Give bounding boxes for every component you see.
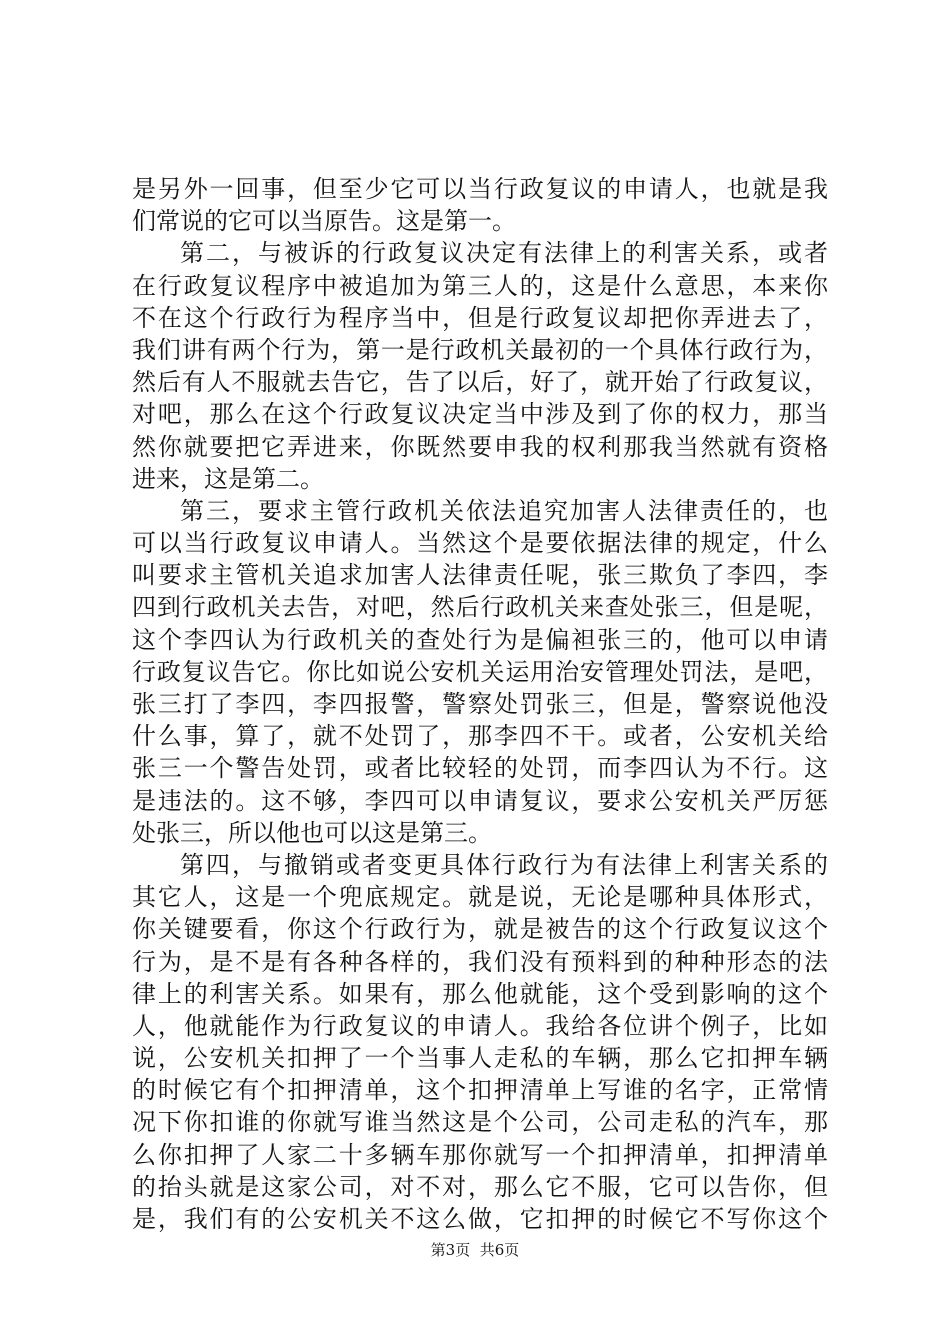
text-line: 这个李四认为行政机关的查处行为是偏袒张三的，他可以申请	[132, 625, 828, 654]
text-line: 的时候它有个扣押清单，这个扣押清单上写谁的名字，正常情	[132, 1076, 828, 1105]
text-line: 么你扣押了人家二十多辆车那你就写一个扣押清单，扣押清单	[132, 1140, 828, 1169]
paragraph	[132, 849, 828, 1235]
text-line: 人，他就能作为行政复议的申请人。我给各位讲个例子，比如	[132, 1011, 828, 1040]
text-line: 不在这个行政行为程序当中，但是行政复议却把你弄进去了，	[132, 303, 828, 332]
text-line: 是违法的。这不够，李四可以申请复议，要求公安机关严厉惩	[132, 786, 828, 815]
text-line: 行为，是不是有各种各样的，我们没有预料到的种种形态的法	[132, 947, 828, 976]
text-line: 况下你扣谁的你就写谁当然这是个公司，公司走私的汽车，那	[132, 1108, 828, 1137]
text-line: 然你就要把它弄进来，你既然要申我的权利那我当然就有资格	[132, 432, 828, 461]
page-footer	[0, 1239, 950, 1260]
text-line: 叫要求主管机关追求加害人法律责任呢，张三欺负了李四，李	[132, 561, 828, 590]
text-line: 处张三，所以他也可以这是第三。	[132, 818, 492, 847]
text-line: 的抬头就是这家公司，对不对，那么它不服，它可以告你，但	[132, 1172, 828, 1201]
page-total: 共6页	[479, 1241, 520, 1259]
text-line: 然后有人不服就去告它，告了以后，好了，就开始了行政复议，	[132, 368, 828, 397]
text-line: 第四，与撤销或者变更具体行政行为有法律上利害关系的	[180, 850, 828, 879]
paragraph	[132, 173, 828, 237]
text-line: 们常说的它可以当原告。这是第一。	[132, 207, 516, 236]
page-number: 第3页	[430, 1241, 471, 1259]
text-line: 四到行政机关去告，对吧，然后行政机关来查处张三，但是呢，	[132, 593, 828, 622]
text-line: 律上的利害关系。如果有，那么他就能，这个受到影响的这个	[132, 979, 828, 1008]
text-line: 说，公安机关扣押了一个当事人走私的车辆，那么它扣押车辆	[132, 1044, 828, 1073]
text-line: 第三，要求主管行政机关依法追究加害人法律责任的，也	[180, 496, 828, 525]
text-line: 行政复议告它。你比如说公安机关运用治安管理处罚法，是吧，	[132, 657, 828, 686]
text-line: 你关键要看，你这个行政行为，就是被告的这个行政复议这个	[132, 915, 828, 944]
text-line: 在行政复议程序中被追加为第三人的，这是什么意思，本来你	[132, 271, 828, 300]
text-line: 什么事，算了，就不处罚了，那李四不干。或者，公安机关给	[132, 722, 828, 751]
text-line: 我们讲有两个行为，第一是行政机关最初的一个具体行政行为，	[132, 335, 828, 364]
text-line: 是，我们有的公安机关不这么做，它扣押的时候它不写你这个	[132, 1205, 828, 1233]
text-line: 是另外一回事，但至少它可以当行政复议的申请人，也就是我	[132, 175, 828, 203]
text-line: 第二，与被诉的行政复议决定有法律上的利害关系，或者	[180, 239, 828, 268]
text-line: 可以当行政复议申请人。当然这个是要依据法律的规定，什么	[132, 529, 828, 558]
document-body	[132, 173, 828, 1235]
text-line: 进来，这是第二。	[132, 464, 324, 493]
paragraph	[132, 237, 828, 495]
text-line: 张三一个警告处罚，或者比较轻的处罚，而李四认为不行。这	[132, 754, 828, 783]
text-line: 其它人，这是一个兜底规定。就是说，无论是哪种具体形式，	[132, 883, 828, 912]
text-line: 对吧，那么在这个行政复议决定当中涉及到了你的权力，那当	[132, 400, 828, 429]
text-line: 张三打了李四，李四报警，警察处罚张三，但是，警察说他没	[132, 690, 828, 718]
paragraph	[132, 495, 828, 849]
